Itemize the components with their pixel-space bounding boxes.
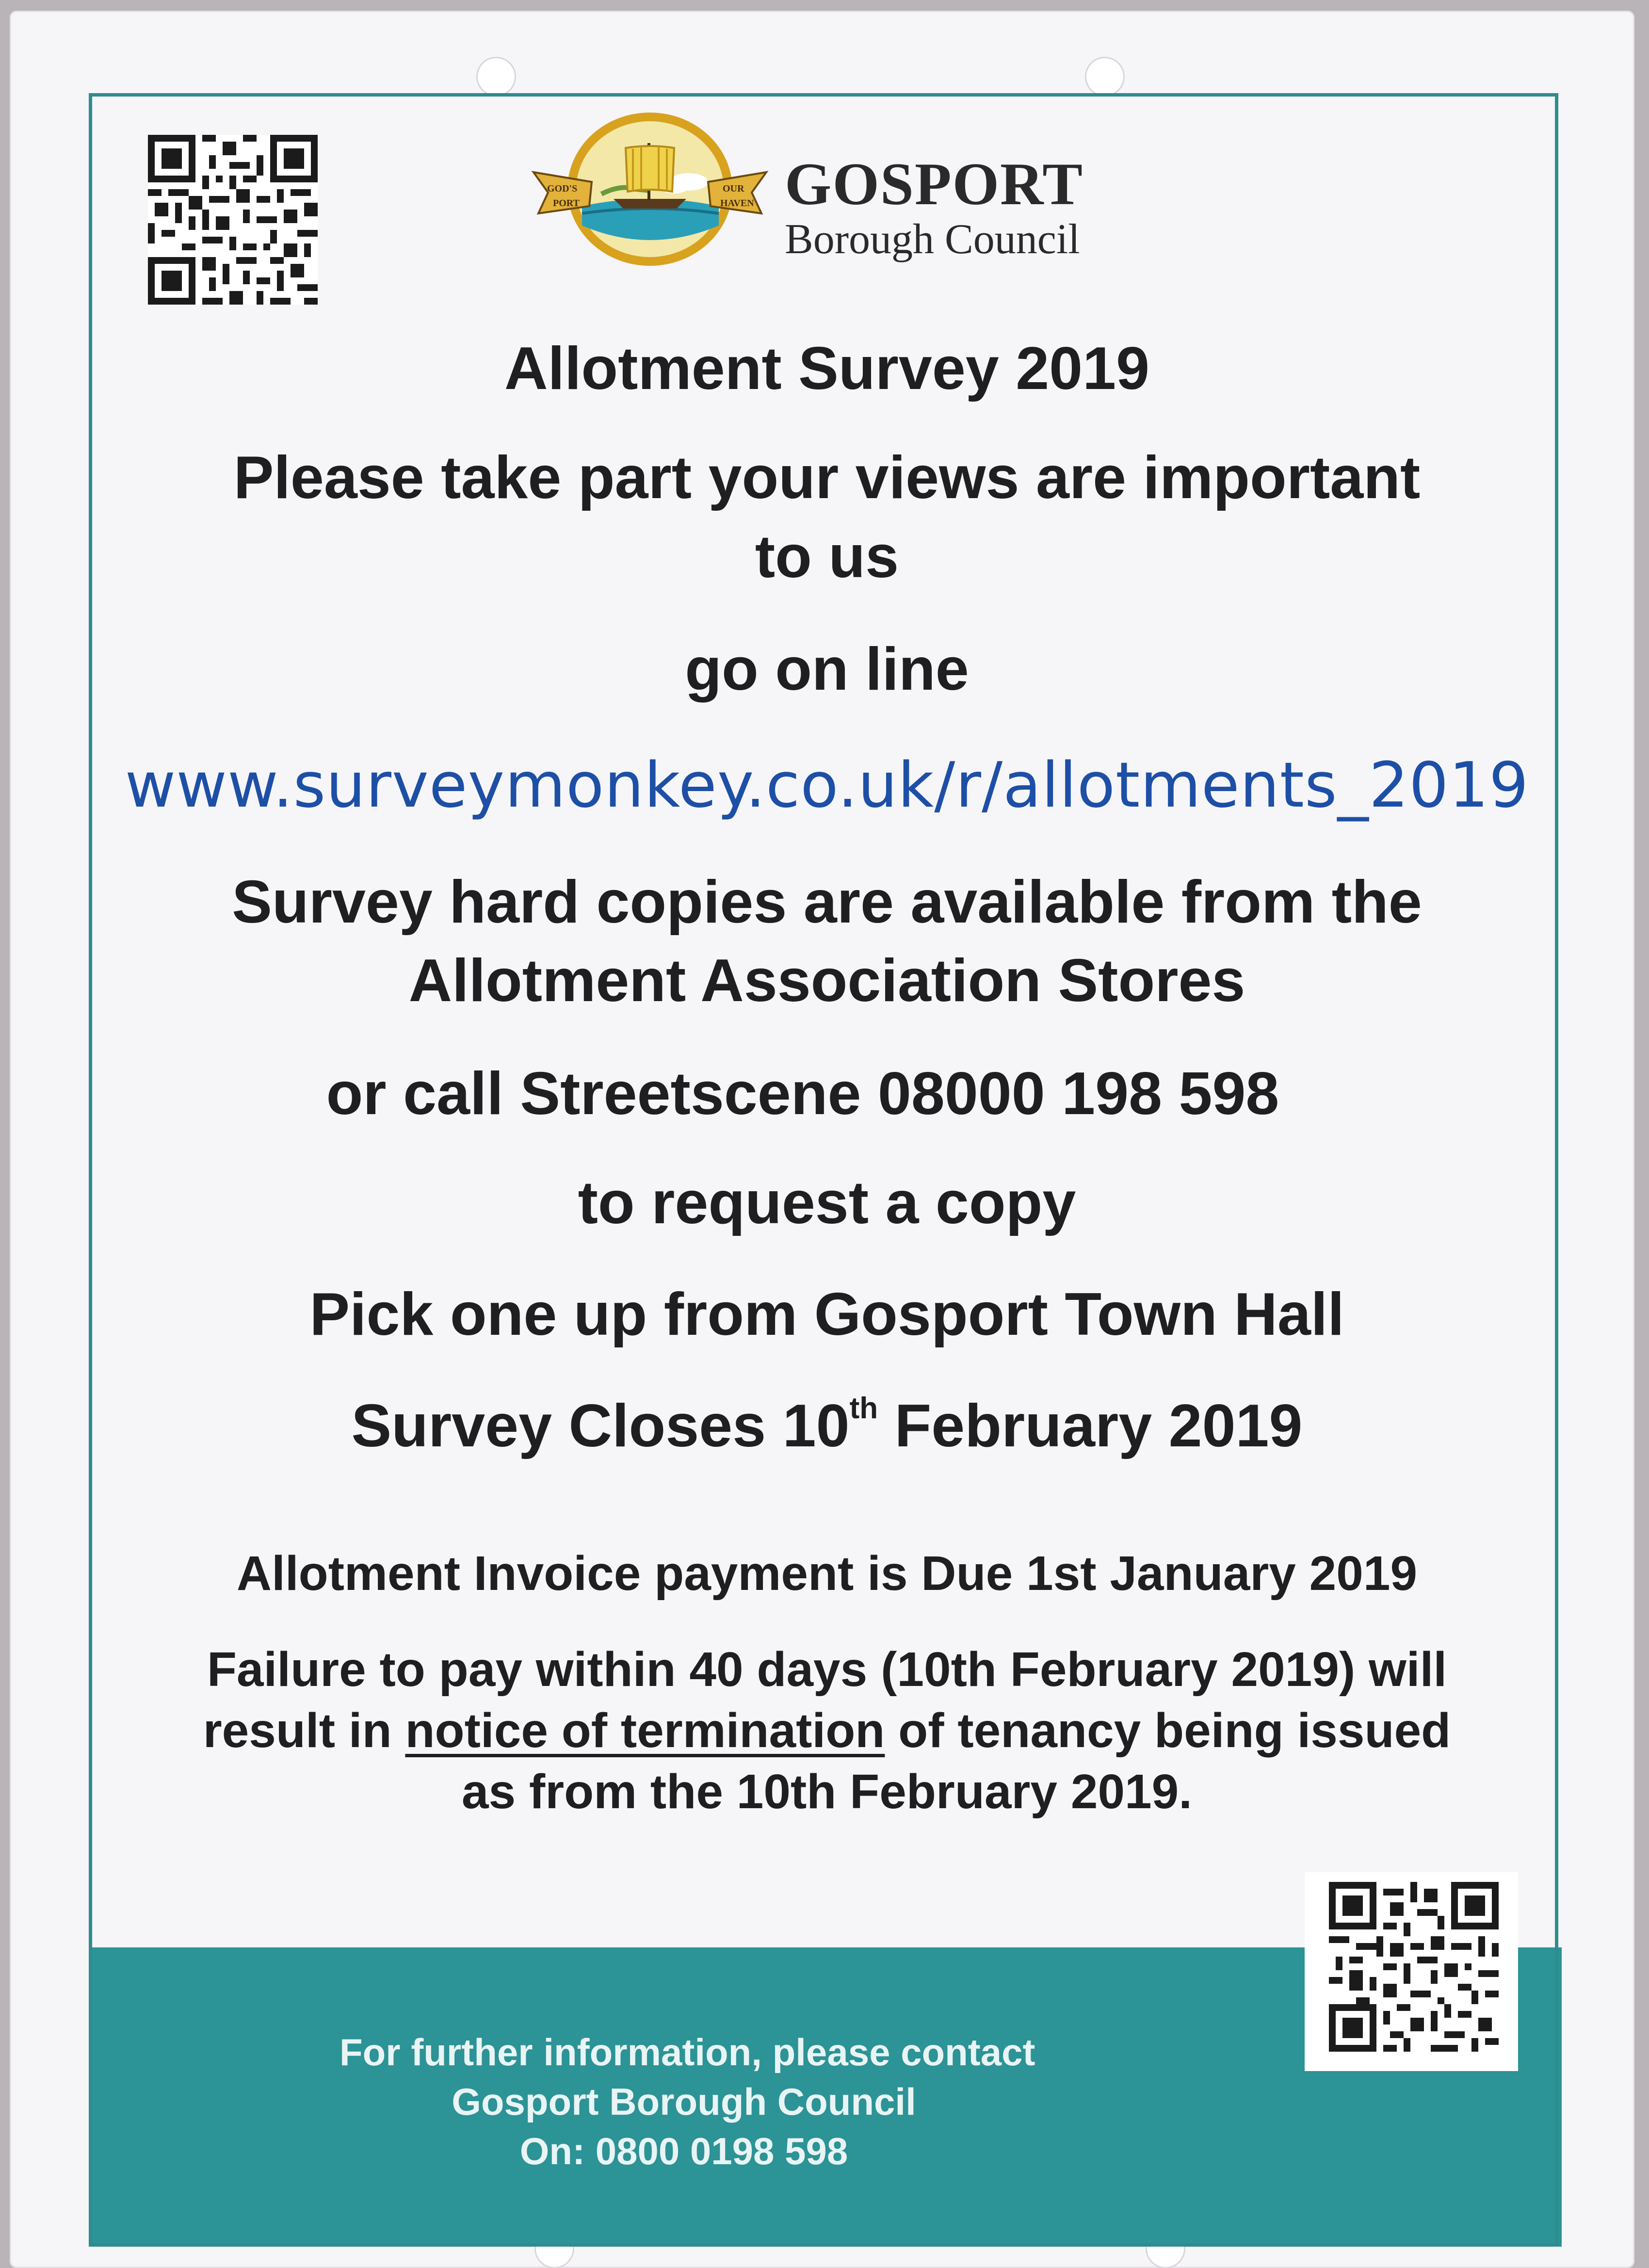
plea-line-1: Please take part your views are important xyxy=(233,444,1421,511)
qr-code-icon[interactable] xyxy=(1329,1882,1499,2052)
survey-url-link[interactable]: www.surveymonkey.co.uk/r/allotments_2019 xyxy=(125,749,1529,822)
survey-closes xyxy=(92,1387,1562,1465)
logo-motto-1: GOD'S xyxy=(547,183,578,194)
payment-due: Allotment Invoice payment is Due 1st January 2019 xyxy=(236,1546,1418,1601)
call-streetscene: or call Streetscene 08000 198 598 xyxy=(326,1060,1279,1127)
footer-line-2: Gosport Borough Council xyxy=(452,2080,916,2123)
copies-line-1: Survey hard copies are available from the xyxy=(232,869,1422,936)
council-logotype xyxy=(785,151,1083,263)
closes-prefix: Survey Closes 10 xyxy=(351,1393,850,1459)
failure-line-2-post: of tenancy being issued xyxy=(885,1703,1451,1758)
logo-motto-4: HAVEN xyxy=(720,198,754,209)
go-online-text: go on line xyxy=(685,636,969,703)
council-subtitle: Borough Council xyxy=(785,216,1080,263)
closes-suffix: February 2019 xyxy=(878,1393,1303,1459)
gosport-crest-logo xyxy=(529,109,771,269)
council-name: GOSPORT xyxy=(785,151,1083,217)
logo-motto-2: PORT xyxy=(553,198,580,209)
punch-hole-top-right xyxy=(1086,58,1123,95)
logo-motto-3: OUR xyxy=(723,183,744,194)
request-copy: to request a copy xyxy=(578,1169,1076,1236)
copies-line-2: Allotment Association Stores xyxy=(408,947,1245,1014)
pickup-town-hall: Pick one up from Gosport Town Hall xyxy=(309,1281,1344,1348)
failure-line-2-pre: result in xyxy=(203,1703,405,1758)
notice-of-termination: notice of termination xyxy=(405,1703,885,1758)
footer-line-1: For further information, please contact xyxy=(340,2031,1035,2074)
punch-hole-top-left xyxy=(478,58,515,95)
plea-line-2: to us xyxy=(755,523,899,590)
failure-line-1: Failure to pay within 40 days (10th February 2019) will xyxy=(207,1642,1447,1697)
failure-line-3: as from the 10th February 2019. xyxy=(461,1765,1193,1819)
footer-phone: On: 0800 0198 598 xyxy=(519,2130,848,2172)
closes-sup: th xyxy=(849,1392,878,1425)
footer-contact xyxy=(340,2027,1035,2176)
failure-line-2 xyxy=(92,1701,1562,1761)
qr-code-icon[interactable] xyxy=(148,135,318,305)
notice-title: Allotment Survey 2019 xyxy=(504,335,1150,402)
